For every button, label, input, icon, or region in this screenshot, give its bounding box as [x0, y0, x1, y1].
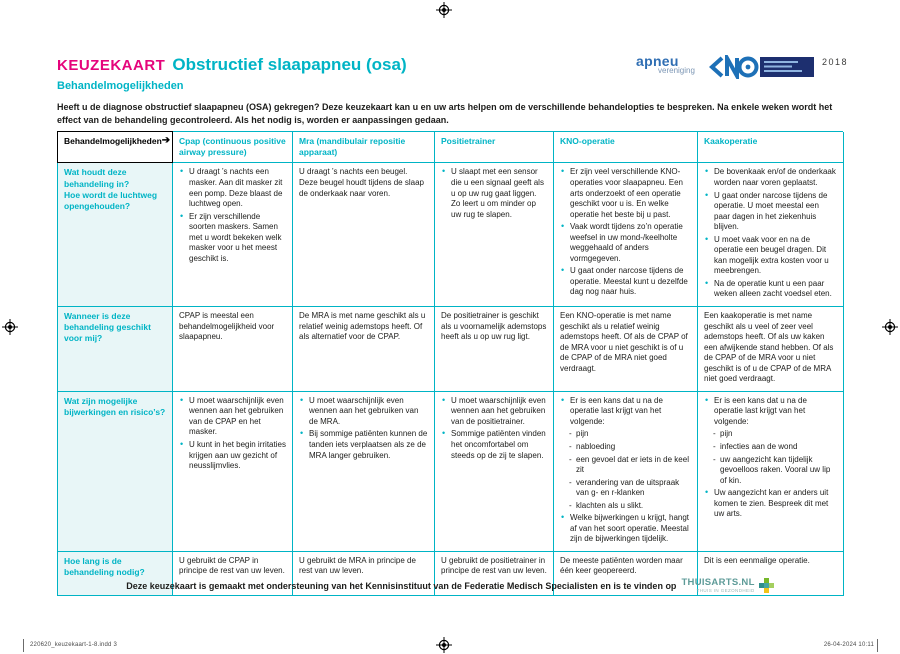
option-cell — [698, 163, 844, 307]
option-cell — [173, 307, 293, 392]
print-slug-filename: 220620_keuzekaart-1-8.indd 3 — [30, 642, 117, 648]
registration-mark-right — [882, 319, 898, 335]
question-line: Wat zijn mogelijke bijwerkingen en risico’s? — [64, 395, 166, 418]
option-cell — [435, 163, 554, 307]
intro-paragraph: Heeft u de diagnose obstructief slaapapneu (OSA) gekregen? Deze keuzekaart kan u en uw arts helpen om de verschillende behandelopties te bespreken. Na enkele weken wordt het effect van de behandeling gecontroleerd. Als het nodig is, worden er aanpassingen gedaan. — [57, 102, 833, 125]
cell-item: • Er is een kans dat u na de operatie last krijgt van het volgende: — [560, 396, 691, 428]
apneu-logo-wordmark: apneu — [636, 53, 679, 69]
footer — [0, 578, 900, 593]
cell-item: • Er zijn verschillende soorten maskers. Samen met u wordt bekeken welk masker voor u het meest geschikt is. — [179, 212, 286, 265]
apneuvereniging-logo — [636, 54, 695, 75]
option-cell — [698, 307, 844, 392]
option-cell — [173, 392, 293, 552]
cell-item: • U slaapt met een sensor die u een signaal geeft als u op uw rug gaat liggen. Zo leert u om minder op uw rug te slapen. — [441, 167, 547, 220]
year-label: 2018 — [822, 57, 849, 67]
cell-item: De meeste patiënten worden maar één keer geopereerd. — [560, 555, 683, 576]
cell-item: • Vaak wordt tijdens zo’n operatie weefsel in uw mond-/keelholte weggehaald of anders vormgegeven. — [560, 222, 691, 264]
cell-item: De MRA is met name geschikt als u relatief weinig ademstops heeft. Of als alternatief voor de CPAP. — [299, 311, 426, 342]
registration-mark-bottom — [436, 637, 452, 653]
kno-society-logo — [708, 55, 816, 79]
option-cell — [554, 307, 698, 392]
page-subtitle: Behandelmogelijkheden — [57, 80, 184, 92]
cell-item: • Bij sommige patiënten kunnen de tanden iets verplaatsen als ze de MRA langer gebruiken. — [299, 429, 428, 461]
trim-mark-left — [23, 639, 24, 652]
cell-item: • Sommige patiënten vinden het oncomfortabel om steeds op de zij te slapen. — [441, 429, 547, 461]
cell-item: • Na de operatie kunt u een paar weken alleen zacht voedsel eten. — [704, 279, 837, 300]
column-header-3: Positietrainer — [435, 132, 554, 163]
treatment-options-table — [57, 131, 843, 596]
cell-item: • U moet waarschijnlijk even wennen aan het gebruiken van de positietrainer. — [441, 396, 547, 428]
cell-item: • U moet vaak voor en na de operatie een beugel dragen. Dit kan mogelijk extra kosten voor u meebrengen. — [704, 235, 837, 277]
cell-item: Een kaakoperatie is met name geschikt als u veel of zeer veel ademstops heeft. Of als uw kaken een afwijkende stand hebben. Of als de CPAP of de MRA voor u niet geschikt is of u de CPAP of de MRA niet goed verdraagt. — [704, 311, 834, 384]
question-cell — [58, 392, 173, 552]
cell-item: • Uw aangezicht kan er anders uit komen te zien. Bespreek dit met uw arts. — [704, 488, 837, 520]
cell-item: • U gaat onder narcose tijdens de operatie. U moet meestal een paar dagen in het ziekenhuis blijven. — [704, 191, 837, 233]
arrow-right-icon: ➔ — [161, 135, 171, 146]
cell-item: - pijn — [560, 429, 691, 440]
registration-mark-top — [436, 2, 452, 18]
question-line: Wat houdt deze behandeling in? — [64, 167, 130, 189]
cell-item: • Er zijn veel verschillende KNO-operaties voor slaapapneu. Een arts onderzoekt of een operatie geschikt voor u is. En welke operatie het beste bij u past. — [560, 167, 691, 220]
option-cell — [293, 307, 435, 392]
table-corner-label: Behandelmogelijkheden — [64, 136, 162, 146]
trim-mark-right — [877, 639, 878, 652]
kicker-label: KEUZEKAART — [57, 57, 166, 74]
cell-item: U gebruikt de positietrainer in principe de rest van uw leven. — [441, 555, 547, 576]
thuisarts-logo — [681, 578, 773, 593]
cell-item: - infecties aan de wond — [704, 442, 837, 453]
cell-item: • U gaat onder narcose tijdens de operatie. Meestal kunt u dezelfde dag nog naar huis. — [560, 266, 691, 298]
cell-item: - verandering van de uitspraak van g- en r-klanken — [560, 478, 691, 499]
question-cell — [58, 307, 173, 392]
cell-item: - nabloeding — [560, 442, 691, 453]
option-cell — [293, 392, 435, 552]
cell-item: • De bovenkaak en/of de onderkaak worden naar voren geplaatst. — [704, 167, 837, 188]
question-cell — [58, 163, 173, 307]
cell-item: U draagt ’s nachts een beugel. Deze beugel houdt tijdens de slaap de onderkaak naar voren. — [299, 167, 424, 198]
print-slug-datetime: 26-04-2024 10:11 — [823, 642, 874, 648]
option-cell — [173, 163, 293, 307]
cell-item: Dit is een eenmalige operatie. — [704, 555, 810, 565]
option-cell — [554, 392, 698, 552]
cell-item: - uw aangezicht kan tijdelijk gevoelloos raken. Vooral uw lip of kin. — [704, 455, 837, 487]
plus-icon — [759, 578, 774, 593]
cell-item: Een KNO-operatie is met name geschikt als u relatief weinig ademstops heeft. Of als de CPAP of de MRA voor u niet geschikt is of u de CPAP of de MRA niet goed verdraagt. — [560, 311, 688, 373]
cell-item: U gebruikt de CPAP in principe de rest van uw leven. — [179, 555, 285, 576]
column-header-1: Cpap (continuous positive airway pressure) — [173, 132, 293, 163]
apneu-logo-subtext: vereniging — [658, 66, 695, 75]
column-header-2: Mra (mandibulair repositie apparaat) — [293, 132, 435, 163]
option-cell — [698, 392, 844, 552]
cell-item: • Welke bijwerkingen u krijgt, hangt af van het soort operatie. Meestal zijn de bijwerkingen tijdelijk. — [560, 513, 691, 545]
column-header-5: Kaakoperatie — [698, 132, 844, 163]
cell-item: • U draagt ’s nachts een masker. Aan dit masker zit een pomp. Deze blaast de luchtweg open. — [179, 167, 286, 209]
option-cell — [435, 392, 554, 552]
thuisarts-logo-wordmark: THUISARTS.NL — [681, 577, 755, 588]
cell-item: CPAP is meestal een behandelmogelijkheid voor slaapapneu. — [179, 311, 275, 342]
cell-item: - klachten als u slikt. — [560, 501, 691, 512]
cell-item: • U kunt in het begin irritaties krijgen aan uw gezicht of neusslijmvlies. — [179, 440, 286, 472]
cell-item: • U moet waarschijnlijk even wennen aan het gebruiken van de CPAP en het masker. — [179, 396, 286, 438]
question-line: Wanneer is deze behandeling geschikt voor mij? — [64, 311, 151, 344]
page-title: Obstructief slaapapneu (osa) — [172, 55, 407, 74]
option-cell — [293, 163, 435, 307]
logo-strip — [630, 52, 850, 82]
option-cell — [435, 307, 554, 392]
question-line: Hoe wordt de luchtweg opengehouden? — [64, 189, 158, 212]
column-header-4: KNO-operatie — [554, 132, 698, 163]
cell-item: - een gevoel dat er iets in de keel zit — [560, 455, 691, 476]
thuisarts-logo-tagline: THUIS IN GEZONDHEID — [696, 587, 755, 593]
option-cell — [554, 163, 698, 307]
question-line: Hoe lang is de behandeling nodig? — [64, 555, 145, 578]
cell-item: • Er is een kans dat u na de operatie last krijgt van het volgende: — [704, 396, 837, 428]
cell-item: U gebruikt de MRA in principe de rest van uw leven. — [299, 555, 416, 576]
cell-item: De positietrainer is geschikt als u voornamelijk ademstops heeft als u op uw rug ligt. — [441, 311, 547, 342]
table-corner-header — [58, 132, 173, 163]
cell-item: - pijn — [704, 429, 837, 440]
cell-item: • U moet waarschijnlijk even wennen aan het gebruiken van de MRA. — [299, 396, 428, 428]
registration-mark-left — [2, 319, 18, 335]
footer-credit-text: Deze keuzekaart is gemaakt met ondersteuning van het Kennisinstituut van de Federatie Medisch Specialisten en is te vinden op — [126, 580, 677, 591]
